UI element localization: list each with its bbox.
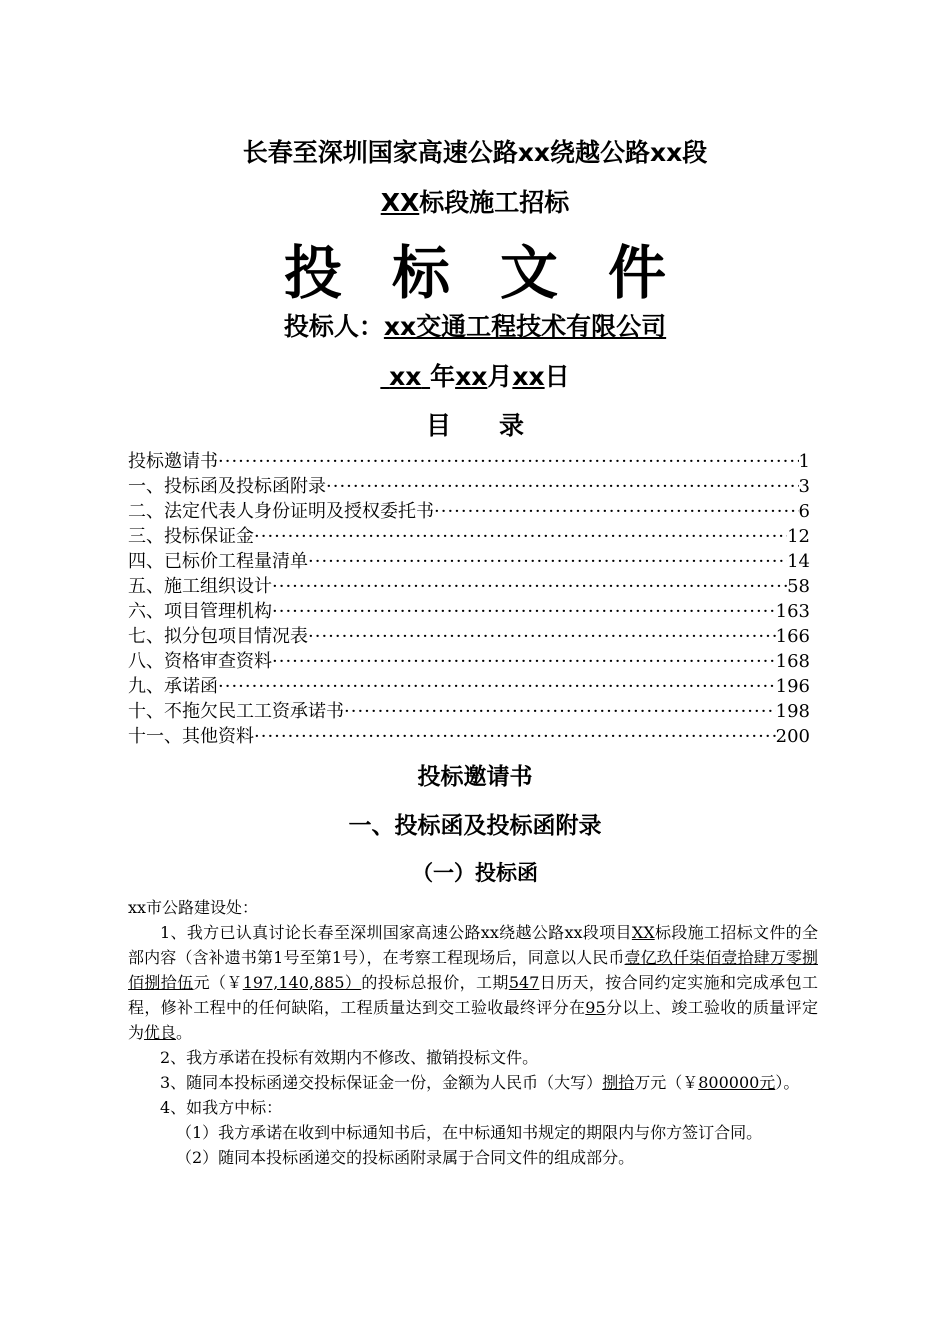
paragraph-3: 3、随同本投标函递交投标保证金一份，金额为人民币（大写）捌拾万元（￥800000元）。 [160, 1073, 800, 1092]
toc-item-label: 三、投标保证金 [128, 526, 254, 547]
toc-item [128, 449, 810, 474]
paragraph-1: 1、我方已认真讨论长春至深圳国家高速公路xx绕越公路xx段项目XX标段施工招标文件的全部内容（含补遗书第1号至第1号），在考察工程现场后，同意以人民币壹亿玖仟柒佰壹拾肆万零捌佰捌拾伍元（￥197,140,885）的投标总报价，工期547日历天，按合同约定实施和完成承包工程，修补工程中的任何缺陷，工程质量达到交工验收最终评分在95分以上、竣工验收的质量评定为优良。 [128, 923, 818, 1042]
toc-item-page: 198 [775, 701, 810, 722]
toc-item-label: 六、项目管理机构 [128, 601, 272, 622]
toc-item-label: 八、资格审查资料 [128, 651, 272, 672]
toc-item [128, 674, 810, 699]
toc-leader-dots [434, 499, 799, 524]
toc-item-page: 163 [775, 601, 810, 622]
date-day: xx [512, 362, 545, 391]
toc-title: 目录 [425, 411, 572, 440]
toc-item-label: 七、拟分包项目情况表 [128, 626, 308, 647]
toc-item-page: 14 [787, 551, 810, 572]
table-of-contents [128, 449, 810, 749]
toc-item [128, 624, 810, 649]
toc-leader-dots [272, 599, 776, 624]
toc-item-page: 166 [775, 626, 810, 647]
date-month: xx [455, 362, 488, 391]
bid-section-title [0, 183, 950, 219]
paragraph-5: （1）我方承诺在收到中标通知书后，在中标通知书规定的期限内与你方签订合同。 [176, 1123, 763, 1142]
toc-item [128, 574, 810, 599]
date-year: xx [389, 362, 422, 391]
toc-item [128, 649, 810, 674]
section-heading-invitation: 投标邀请书 [417, 764, 533, 790]
toc-item-page: 6 [798, 501, 810, 522]
bidder-label: 投标人： [283, 312, 384, 341]
toc-leader-dots [272, 574, 787, 599]
toc-item-label: 二、法定代表人身份证明及授权委托书 [128, 501, 434, 522]
toc-item [128, 499, 810, 524]
toc-item [128, 524, 810, 549]
toc-item-label: 五、施工组织设计 [128, 576, 272, 597]
toc-leader-dots [218, 674, 776, 699]
toc-item-page: 12 [787, 526, 810, 547]
document-main-title: 投标文件 [283, 239, 716, 307]
project-title: 长春至深圳国家高速公路xx绕越公路xx段 [242, 138, 708, 167]
toc-leader-dots [272, 649, 776, 674]
toc-item-label: 四、已标价工程量清单 [128, 551, 308, 572]
toc-item-page: 1 [798, 451, 810, 472]
toc-item-label: 一、投标函及投标函附录 [128, 476, 326, 497]
toc-item [128, 699, 810, 724]
toc-item-label: 十、不拖欠民工工资承诺书 [128, 701, 344, 722]
toc-item [128, 549, 810, 574]
toc-leader-dots [254, 524, 787, 549]
toc-item [128, 724, 810, 749]
bidder-line [0, 307, 950, 343]
section-heading-bid-letter: 一、投标函及投标函附录 [348, 813, 602, 839]
paragraph-4: 4、如我方中标： [160, 1098, 283, 1117]
toc-item-page: 168 [775, 651, 810, 672]
toc-item-page: 58 [787, 576, 810, 597]
toc-item-label: 九、承诺函 [128, 676, 218, 697]
toc-item [128, 474, 810, 499]
document-date: xx 年xx月xx日 [389, 362, 570, 391]
toc-item-label: 投标邀请书 [128, 451, 218, 472]
section-number-blank: XX [380, 188, 420, 217]
subsection-heading: （一）投标函 [412, 861, 538, 885]
toc-leader-dots [308, 624, 776, 649]
paragraph-6: （2）随同本投标函递交的投标函附录属于合同文件的组成部分。 [176, 1148, 635, 1167]
bid-letter-body [128, 895, 818, 1170]
toc-item-page: 200 [775, 726, 810, 747]
toc-leader-dots [326, 474, 799, 499]
toc-item [128, 599, 810, 624]
paragraph-2: 2、我方承诺在投标有效期内不修改、撤销投标文件。 [160, 1048, 539, 1067]
toc-item-label: 十一、其他资料 [128, 726, 254, 747]
section-title-text: 标段施工招标 [419, 188, 570, 217]
bidder-company: xx交通工程技术有限公司 [383, 312, 667, 341]
toc-leader-dots [254, 724, 776, 749]
toc-leader-dots [218, 449, 799, 474]
toc-item-page: 196 [775, 676, 810, 697]
addressee: xx市公路建设处： [128, 898, 259, 917]
toc-item-page: 3 [798, 476, 810, 497]
toc-leader-dots [308, 549, 787, 574]
toc-leader-dots [344, 699, 776, 724]
